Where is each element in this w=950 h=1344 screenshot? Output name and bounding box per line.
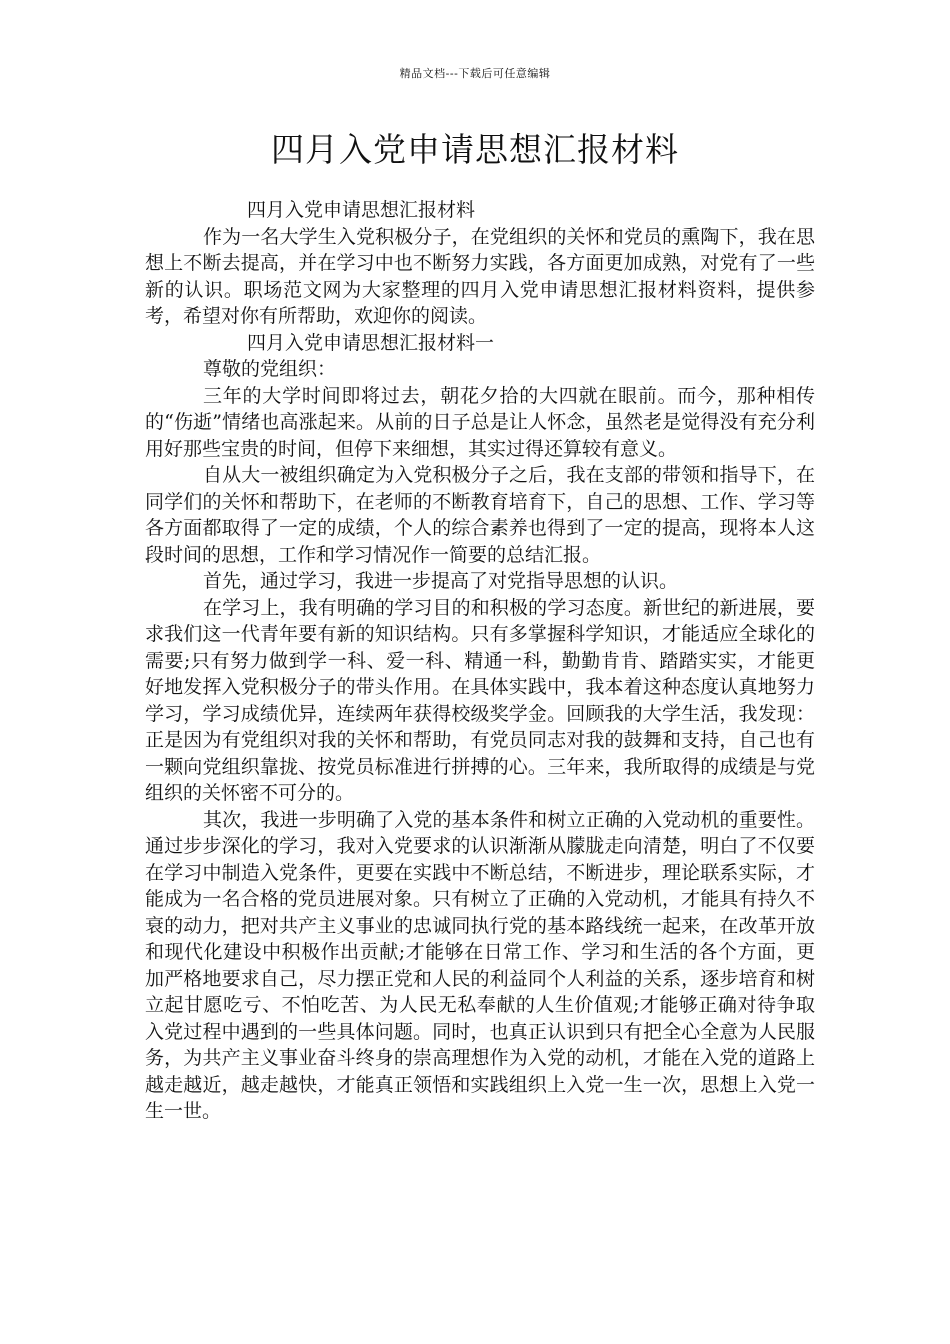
header-note: 精品文档---下载后可任意编辑 xyxy=(399,67,551,80)
body-paragraph: 首先，通过学习，我进一步提高了对党指导思想的认识。 xyxy=(203,570,679,592)
body-paragraph: 其次，我进一步明确了入党的基本条件和树立正确的入党动机的重要性。通过步步深化的学习，我对入党要求的认识渐渐从朦胧走向清楚，明白了不仅要在学习中制造入党条件，更要在实践中不断总结，不断进步，理论联系实际，才能成为一名合格的党员进展对象。只有树立了正确的入党动机，才能具有持久不衰的动力，把对共产主义事业的忠诚同执行党的基本路线统一起来，在改革开放和现代化建设中积极作出贡献;才能够在日常工作、学习和生活的各个方面，更加严格地要求自己，尽力摆正党和人民的利益同个人利益的关系，逐步培育和树立起甘愿吃亏、不怕吃苦、为人民无私奉献的人生价值观;才能够正确对待争取入党过程中遇到的一些具体问题。同时，也真正认识到只有把全心全意为人民服务，为共产主义事业奋斗终身的崇高理想作为入党的动机，才能在入党的道路上越走越近，越走越快，才能真正领悟和实践组织上入党一生一次，思想上入党一生一世。 xyxy=(145,808,815,1122)
salutation: 尊敬的党组织： xyxy=(203,358,337,380)
body-paragraph: 自从大一被组织确定为入党积极分子之后，我在支部的带领和指导下，在同学们的关怀和帮助下，在老师的不断教育培育下，自己的思想、工作、学习等各方面都取得了一定的成绩，个人的综合素养也得到了一定的提高，现将本人这段时间的思想，工作和学习情况作一简要的总结汇报。 xyxy=(145,464,815,566)
intro-paragraph: 作为一名大学生入党积极分子，在党组织的关怀和党员的熏陶下，我在思想上不断去提高，并在学习中也不断努力实践，各方面更加成熟，对党有了一些新的认识。职场范文网为大家整理的四月入党申请思想汇报材料资料，提供参考，希望对你有所帮助，欢迎你的阅读。 xyxy=(145,225,815,327)
section-heading: 四月入党申请思想汇报材料一 xyxy=(247,331,495,354)
subtitle-paragraph: 四月入党申请思想汇报材料 xyxy=(247,199,476,221)
body-paragraph: 在学习上，我有明确的学习目的和积极的学习态度。新世纪的新进展，要求我们这一代青年要有新的知识结构。只有多掌握科学知识，才能适应全球化的需要;只有努力做到学一科、爱一科、精通一科，勤勤肯肯、踏踏实实，才能更好地发挥入党积极分子的带头作用。在具体实践中，我本着这种态度认真地努力学习，学习成绩优异，连续两年获得校级奖学金。回顾我的大学生活，我发现：正是因为有党组织对我的关怀和帮助，有党员同志对我的鼓舞和支持，自己也有一颗向党组织靠拢、按党员标准进行拼搏的心。三年来，我所取得的成绩是与党组织的关怀密不可分的。 xyxy=(145,596,815,804)
body-paragraph: 三年的大学时间即将过去，朝花夕拾的大四就在眼前。而今，那种相传的“伤逝”情绪也高涨起来。从前的日子总是让人怀念，虽然老是觉得没有充分利用好那些宝贵的时间，但停下来细想，其实过得还算较有意义。 xyxy=(145,384,815,460)
document-title: 四月入党申请思想汇报材料 xyxy=(271,130,679,169)
document-body xyxy=(145,197,815,1125)
